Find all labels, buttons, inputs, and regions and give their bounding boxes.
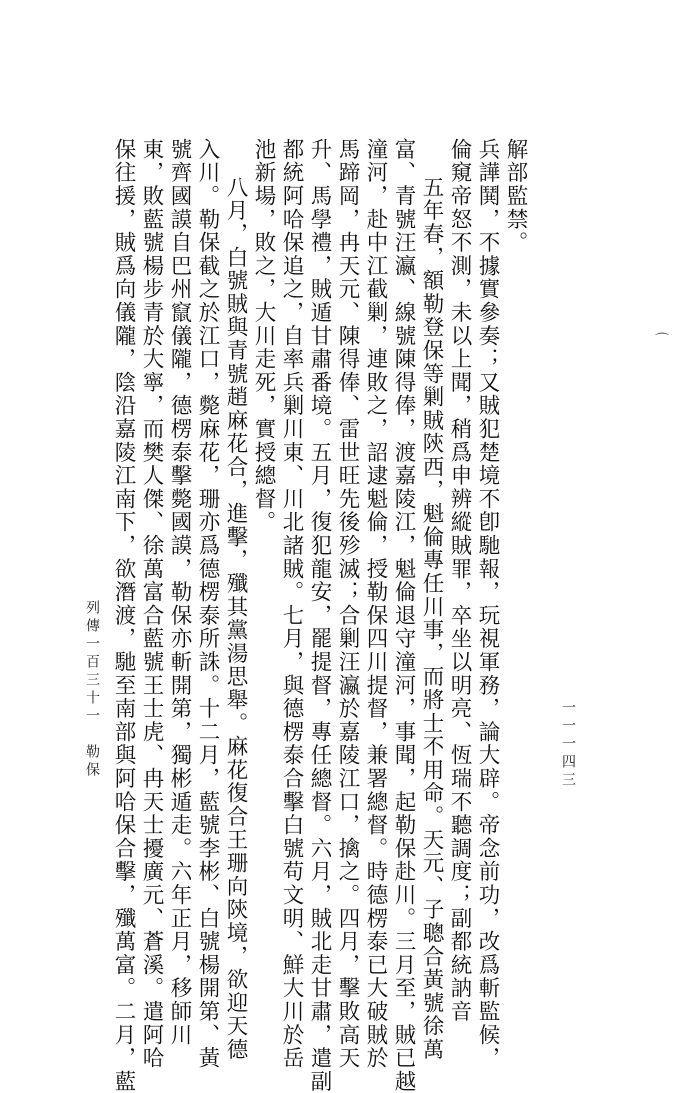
page-number: 一一一四三 xyxy=(560,700,576,790)
text-column-12: 入川。勒保截之於江口，斃麻花，珊亦爲德楞泰所誅。十二月，藍號李彬、白號楊開第、黃 xyxy=(195,138,220,1070)
text-column-3: 倫窺帝怒不測，未以上聞，稍爲申辨縱賊罪，卒坐以明亮、恆瑞不聽調度；副都統訥音 xyxy=(447,138,472,1024)
text-column-8: 升、馬學禮，賊遁甘肅番境。五月，復犯龍安，罷提督，專任總督。六月，賊北走甘肅，遣副 xyxy=(307,138,332,1093)
text-column-6: 潼河，赴中江截剿，連敗之，詔逮魁倫，授勒保四川提督，兼署總督。時德楞泰已大破賊於 xyxy=(363,138,388,1070)
binding-mark-icon: ⌒ xyxy=(655,333,669,349)
text-column-4: 五年春，額勒登保等剿賊陝西，魁倫專任川事，而將士不用命。天元、子聰合黃號徐萬 xyxy=(419,176,444,1062)
text-column-15: 保往援，賊爲向儀隴，陰沿嘉陵江南下，欲潛渡，馳至南部與阿哈保合擊，殲萬富。二月，藍 xyxy=(111,138,136,1093)
text-column-1: 解部監禁。 xyxy=(503,138,528,255)
text-column-7: 馬蹄岡，冉天元、陳得俸、雷世旺先後殄滅；合剿汪瀛於嘉陵江口，擒之。四月，擊敗高天 xyxy=(335,138,360,1070)
text-column-5: 富、青號汪瀛、線號陳得俸，渡嘉陵江，魁倫退守潼河，事聞，起勒保赴川。三月至，賊已越 xyxy=(391,138,416,1093)
text-column-11: 八月，白號賊與青號趙麻花合，進擊，殲其黨湯思舉。麻花復合王珊向陝境，欲迎天德 xyxy=(223,176,248,1062)
text-column-13: 號齊國謨自巴州竄儀隴，德楞泰擊斃國謨，勒保亦斬開第，獨彬遁走。六年正月，移師川 xyxy=(167,138,192,1047)
text-column-9: 都統阿哈保追之，自率兵剿川東、川北諸賊。七月，與德楞泰合擊白號苟文明、鮮大川於岳 xyxy=(279,138,304,1070)
text-column-2: 兵譁鬨，不據實參奏；又賊犯楚境不卽馳報，玩視軍務，論大辟。帝念前功，改爲斬監候， xyxy=(475,138,500,1070)
text-column-10: 池新場，敗之，大川走死，實授總督。 xyxy=(251,138,276,535)
running-title: 列傳一百三十一 勒保 xyxy=(84,600,100,780)
text-column-14: 東，敗藍號楊步青於大寧，而樊人傑、徐萬富合藍號王士虎、冉天士擾廣元、蒼溪。遣阿哈 xyxy=(139,138,164,1070)
